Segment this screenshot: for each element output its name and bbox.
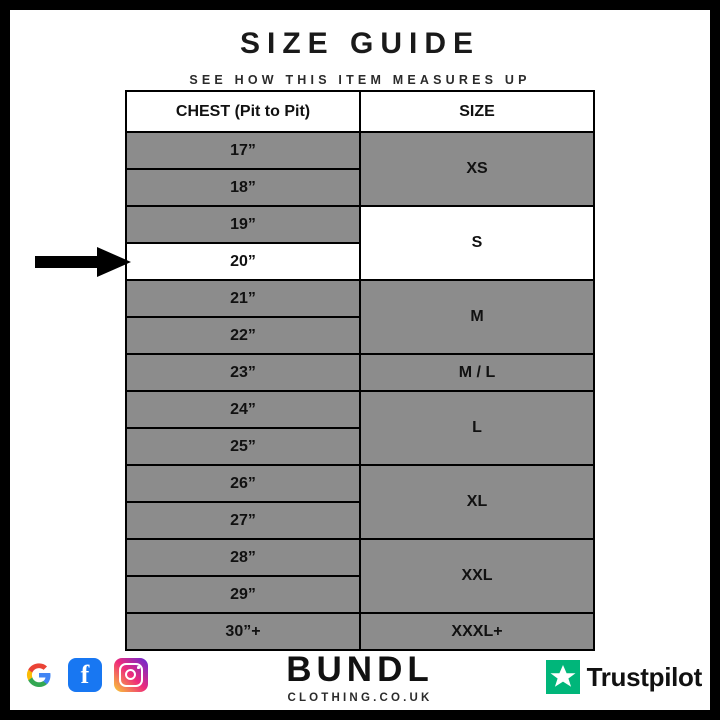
column-header-size: SIZE — [360, 91, 594, 132]
table-header-row — [126, 91, 594, 132]
chest-cell: 29” — [126, 576, 360, 613]
size-cell-selected: S — [360, 206, 594, 280]
size-table-container — [125, 90, 595, 651]
trustpilot-badge[interactable] — [546, 660, 702, 694]
brand-name: BUNDL — [286, 650, 434, 689]
chest-cell: 26” — [126, 465, 360, 502]
chest-cell: 27” — [126, 502, 360, 539]
size-cell: XS — [360, 132, 594, 206]
table-row — [126, 132, 594, 169]
table-row — [126, 206, 594, 243]
size-cell: XXXL+ — [360, 613, 594, 650]
column-header-chest: CHEST (Pit to Pit) — [126, 91, 360, 132]
chest-cell: 19” — [126, 206, 360, 243]
chest-cell: 25” — [126, 428, 360, 465]
facebook-icon[interactable]: f — [68, 658, 102, 692]
chest-cell: 28” — [126, 539, 360, 576]
footer — [10, 638, 710, 710]
trustpilot-star-icon — [546, 660, 580, 694]
size-table — [125, 90, 595, 651]
size-cell: M — [360, 280, 594, 354]
chest-cell: 17” — [126, 132, 360, 169]
selected-size-arrow-icon — [35, 247, 131, 277]
chest-cell: 23” — [126, 354, 360, 391]
size-cell: M / L — [360, 354, 594, 391]
chest-cell-selected: 20” — [126, 243, 360, 280]
chest-cell: 24” — [126, 391, 360, 428]
chest-cell: 22” — [126, 317, 360, 354]
table-row — [126, 391, 594, 428]
size-cell: L — [360, 391, 594, 465]
page-subtitle: SEE HOW THIS ITEM MEASURES UP — [189, 73, 531, 87]
table-row — [126, 539, 594, 576]
table-row — [126, 465, 594, 502]
size-guide-card — [10, 10, 710, 710]
page-title: SIZE GUIDE — [239, 27, 481, 60]
table-row — [126, 280, 594, 317]
size-cell: XL — [360, 465, 594, 539]
chest-cell: 18” — [126, 169, 360, 206]
chest-cell: 21” — [126, 280, 360, 317]
table-row — [126, 354, 594, 391]
size-cell: XXL — [360, 539, 594, 613]
brand-domain: CLOTHING.CO.UK — [287, 692, 433, 704]
trustpilot-label: Trustpilot — [586, 661, 702, 692]
chest-cell: 30”+ — [126, 613, 360, 650]
